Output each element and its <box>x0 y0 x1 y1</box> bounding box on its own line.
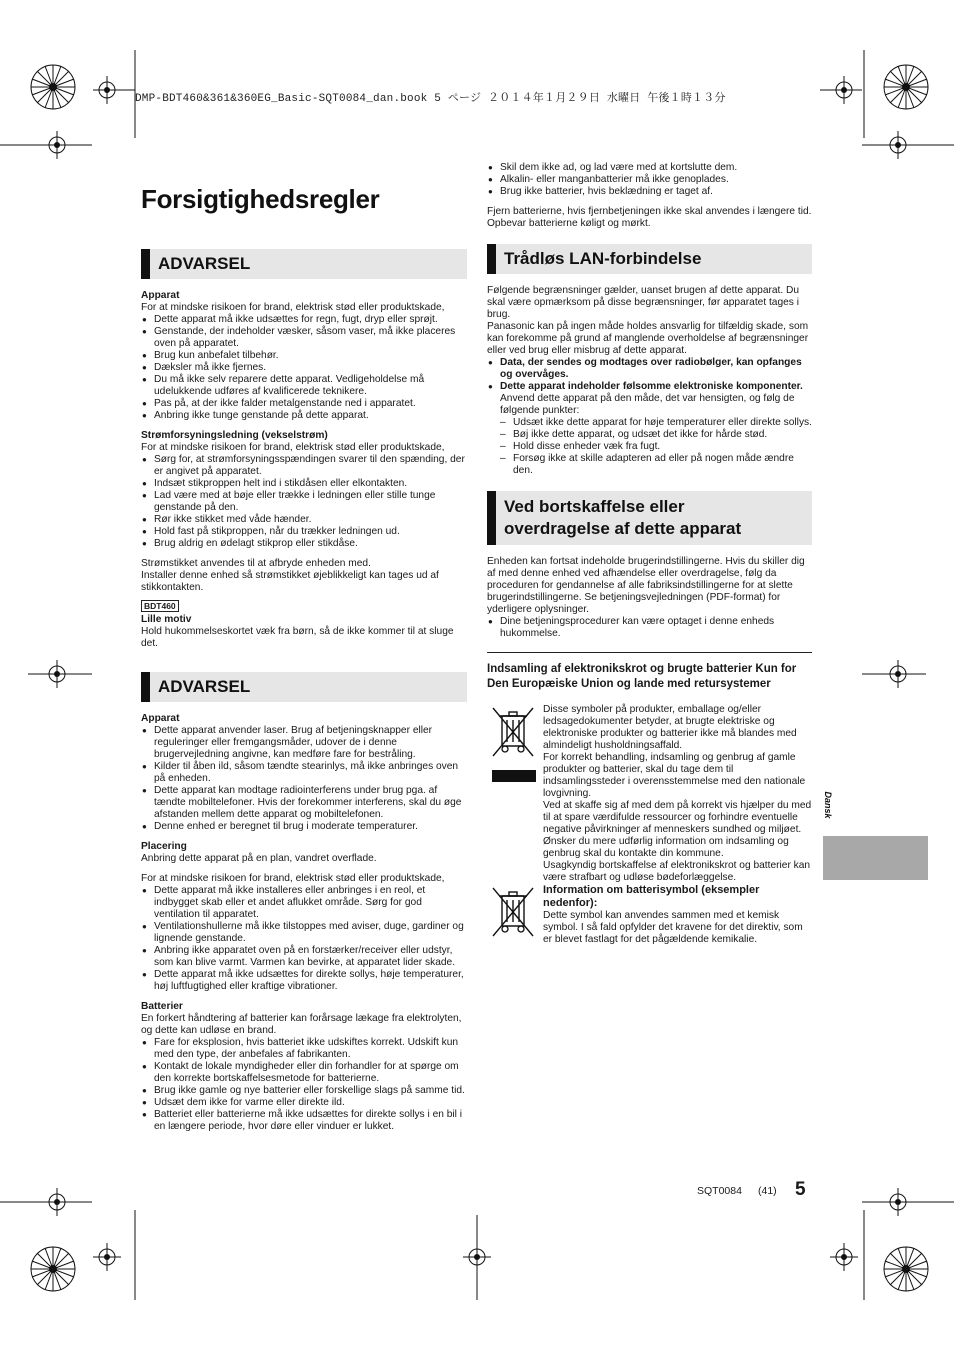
paragraph: For at mindske risikoen for brand, elektrisk stød eller produktskade, <box>141 873 445 884</box>
dash-list-lan <box>487 417 812 477</box>
list-item: – Bøj ikke dette apparat, og udsæt det ikke for hårde stød. <box>500 429 812 441</box>
list-item: ● Genstande, der indeholder væsker, såsom vaser, må ikke placeres oven på apparatet. <box>141 326 467 350</box>
crossed-out-bin-icon <box>488 884 538 940</box>
list-item: ● Denne enhed er beregnet til brug i moderate temperaturer. <box>141 821 467 833</box>
paragraph: Ved at skaffe sig af med dem på korrekt vis hjælper du med til at spare værdifulde ressourcer og forhindre eventuelle negative påvirkninger af menneskers sundhed og miljøet. <box>543 800 812 835</box>
list-item: ● Fare for eksplosion, hvis batteriet ikke udskiftes korrekt. Udskift kun med den type, der anbefales af fabrikanten. <box>141 1037 467 1061</box>
subheading-apparat: Apparat <box>141 290 180 301</box>
right-column <box>487 162 812 946</box>
list-item: ● Skil dem ikke ad, og lad være med at kortslutte dem. <box>487 162 812 174</box>
list-item: – Forsøg ikke at skille adapteren ad eller på nogen måde ændre den. <box>500 453 812 477</box>
paragraph: Strømstikket anvendes til at afbryde enheden med. <box>141 558 371 569</box>
heading-line: Ved bortskaffelse eller <box>504 497 685 516</box>
list-item: ● Udsæt dem ikke for varme eller direkte ild. <box>141 1097 467 1109</box>
paragraph: Usagkyndig bortskaffelse af elektronikskrot og batterier kan være strafbart og udløse bødeforlæggelse. <box>543 860 811 883</box>
section-heading-disposal <box>487 491 812 545</box>
bullet-list-battery-continued <box>487 162 812 198</box>
list-item: ● Ventilationshullerne må ikke tilstoppes med aviser, duge, gardiner og lignende genstande. <box>141 921 467 945</box>
paragraph: Enheden kan fortsat indeholde brugerindstillingerne. Hvis du skiller dig af med denne enhed ved afhændelse eller overdragelse, følg da proceduren for gendannelse af alle fabriksindstillingerne for at slette brugerindstillingerne. Se betjeningsvejledningen (PDF-format) for yderligere oplysninger. <box>487 556 805 615</box>
section-heading-advarsel-2: ADVARSEL <box>141 672 467 702</box>
section-heading-advarsel-1: ADVARSEL <box>141 249 467 279</box>
subheading-apparat: Apparat <box>141 713 180 724</box>
page-title: Forsigtighedsregler <box>141 184 380 214</box>
list-item: – Hold disse enheder væk fra fugt. <box>500 441 812 453</box>
paragraph: Fjern batterierne, hvis fjernbetjeningen ikke skal anvendes i længere tid. Opbevar batterierne køligt og mørkt. <box>487 206 812 229</box>
bullet-list-apparat-2 <box>141 725 467 833</box>
list-item: ● Anbring ikke tunge genstande på dette apparat. <box>141 410 467 422</box>
crossed-out-bin-icon <box>488 704 538 760</box>
list-item: ● Dette apparat kan modtage radiointerferens under brug pga. af tændte mobiltelefoner. Hvis der forekommer interferens, skal du øge afstanden mellem dette apparat og mobiltelefonen. <box>141 785 467 821</box>
language-tab <box>823 836 928 880</box>
subheading-power-cord: Strømforsyningsledning (vekselstrøm) <box>141 430 328 441</box>
bullet-list-placering <box>141 885 467 993</box>
paragraph: For at mindske risikoen for brand, elektrisk stød eller produktskade, <box>141 442 445 453</box>
list-item: ● Dæksler må ikke fjernes. <box>141 362 467 374</box>
list-item: ● Du må ikke selv reparere dette apparat. Vedligeholdelse må udelukkende udføres af kvalificerede teknikere. <box>141 374 467 398</box>
paragraph: Disse symboler på produkter, emballage og/eller ledsagedokumenter betyder, at brugte elektriske og elektroniske produkter og batterier ikke må blandes med almindeligt husholdningsaffald. <box>543 704 797 751</box>
model-tag: BDT460 <box>141 600 179 612</box>
list-item: ● Brug ikke batterier, hvis beklædning er taget af. <box>487 186 812 198</box>
paragraph: Hold hukommelseskortet væk fra børn, så de ikke kommer til at sluge det. <box>141 626 454 649</box>
list-item: ● Brug aldrig en ødelagt stikprop eller stikdåse. <box>141 538 467 550</box>
bullet-list-disposal <box>487 616 812 640</box>
list-item: ● Alkalin- eller manganbatterier må ikke genoplades. <box>487 174 812 186</box>
list-item: ● Kontakt de lokale myndigheder eller din forhandler for at spørge om den korrekte bortskaffelsesmetode for batterierne. <box>141 1061 467 1085</box>
list-item: – Udsæt ikke dette apparat for høje temperaturer eller direkte sollys. <box>500 417 812 429</box>
bullet-list-apparat <box>141 314 467 422</box>
list-item: ● Pas på, at der ikke falder metalgenstande ned i apparatet. <box>141 398 467 410</box>
list-item: ● Brug kun anbefalet tilbehør. <box>141 350 467 362</box>
list-item: ● Indsæt stikproppen helt ind i stikdåsen eller elkontakten. <box>141 478 467 490</box>
list-item: ● Batteriet eller batterierne må ikke udsættes for direkte sollys i en bil i en længere periode, hvor døre eller vinduer er lukket. <box>141 1109 467 1133</box>
bullet-list-lan <box>487 357 812 393</box>
list-item: ● Dine betjeningsprocedurer kan være optaget i denne enheds hukommelse. <box>487 616 812 640</box>
list-item: ● Dette apparat må ikke udsættes for regn, fugt, dryp eller sprøjt. <box>141 314 467 326</box>
list-item: ● Brug ikke gamle og nye batterier eller forskellige slags på samme tid. <box>141 1085 467 1097</box>
list-item: ● Hold fast på stikproppen, når du trækker ledningen ud. <box>141 526 467 538</box>
list-item: ● Lad være med at bøje eller trække i ledningen eller stille tunge genstande på den. <box>141 490 467 514</box>
subheading-small-object: Lille motiv <box>141 614 192 625</box>
list-item: ● Sørg for, at strømforsyningsspændingen svarer til den spænding, der er angivet på apparatet. <box>141 454 467 478</box>
list-item: ● Dette apparat indeholder følsomme elektroniske komponenter. <box>487 381 812 393</box>
language-label: Dansk <box>823 791 833 819</box>
print-header: DMP-BDT460&361&360EG_Basic-SQT0084_dan.book 5 ページ ２０１４年１月２９日 水曜日 午後１時１３分 <box>135 93 726 105</box>
page-number: 5 <box>795 1179 806 1200</box>
paragraph: Ønsker du mere udførlig information om indsamling og genbrug skal du kontakte din kommune. <box>543 836 789 859</box>
document-code: SQT0084 <box>697 1185 742 1197</box>
black-bar-icon <box>492 770 536 782</box>
paragraph: For korrekt behandling, indsamling og genbrug af gamle produkter og batterier, skal du tage dem til indsamlingssteder i overensstemmelse med den nationale lovgivning. <box>543 752 806 799</box>
sub-page-number: (41) <box>758 1185 777 1197</box>
list-item: ● Dette apparat anvender laser. Brug af betjeningsknapper eller reguleringer eller fremgangsmåder, udover de i denne brugervejledning angivne, kan medføre fare for bestråling. <box>141 725 467 761</box>
subheading-placering: Placering <box>141 841 187 852</box>
heading-line: overdragelse af dette apparat <box>504 519 742 538</box>
list-item: ● Data, der sendes og modtages over radiobølger, kan opfanges og overvåges. <box>487 357 812 381</box>
divider <box>487 652 812 653</box>
list-item: ● Rør ikke stikket med våde hænder. <box>141 514 467 526</box>
section-heading-wireless-lan: Trådløs LAN-forbindelse <box>487 244 812 274</box>
paragraph: Dette symbol kan anvendes sammen med et kemisk symbol. I så fald opfylder det kravene for det direktiv, som er blevet fastlagt for det pågældende kemikalie. <box>543 910 803 945</box>
paragraph: Installer denne enhed så strømstikket øjeblikkeligt kan tages ud af stikkontakten. <box>141 570 439 593</box>
battery-symbol-block <box>487 884 812 946</box>
paragraph: En forkert håndtering af batterier kan forårsage lækage fra elektrolyten, og dette kan udløse en brand. <box>141 1013 462 1036</box>
list-item: ● Anbring ikke apparatet oven på en forstærker/receiver eller udstyr, som kan blive varmt. Varmen kan bevirke, at apparatet lider skade. <box>141 945 467 969</box>
bullet-list-power <box>141 454 467 550</box>
list-item: ● Dette apparat må ikke udsættes for direkte sollys, høje temperaturer, høj luftfugtighed eller kraftige vibrationer. <box>141 969 467 993</box>
paragraph: For at mindske risikoen for brand, elektrisk stød eller produktskade, <box>141 302 445 313</box>
collection-heading: Indsamling af elektronikskrot og brugte batterier Kun for Den Europæiske Union og lande med retursystemer <box>487 663 797 690</box>
list-item: ● Kilder til åben ild, såsom tændte stearinlys, må ikke anbringes oven på enheden. <box>141 761 467 785</box>
subheading-batterier: Batterier <box>141 1001 183 1012</box>
paragraph: Panasonic kan på ingen måde holdes ansvarlig for tilfældig skade, som kan forekomme på grund af manglende overholdelse af begrænsninger eller ved brug eller misbrug af dette apparat. <box>487 321 809 356</box>
bullet-list-batterier <box>141 1037 467 1133</box>
paragraph: Følgende begrænsninger gælder, uanset brugen af dette apparat. Du skal være opmærksom på disse begrænsninger, før apparatet tages i brug. <box>487 285 800 320</box>
paragraph: Anvend dette apparat på den måde, det var hensigten, og følg de følgende punkter: <box>500 393 795 416</box>
paragraph: Anbring dette apparat på en plan, vandret overflade. <box>141 853 377 864</box>
battery-symbol-heading: Information om batterisymbol (eksempler nedenfor): <box>543 884 760 909</box>
left-column <box>141 249 467 1133</box>
weee-block <box>487 704 812 884</box>
list-item: ● Dette apparat må ikke installeres eller anbringes i en reol, et indbygget skab eller et andet aflukket område. Sørg for god ventilation til apparatet. <box>141 885 467 921</box>
